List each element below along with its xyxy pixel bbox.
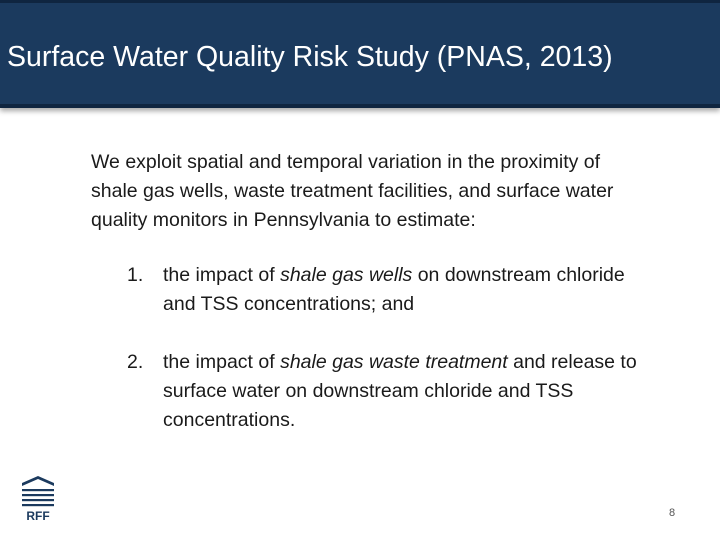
list-item-text: the impact of: [163, 351, 281, 373]
list-item-number: 1.: [127, 264, 144, 286]
numbered-list: [91, 261, 651, 435]
slide-body: [91, 148, 651, 464]
list-item: [91, 348, 651, 435]
intro-paragraph: We exploit spatial and temporal variation in the proximity of shale gas wells, waste treatment facilities, and surface water quality monitors in Pennsylvania to estimate:: [91, 151, 614, 231]
list-item-text: on downstream chloride and TSS concentrations; and: [163, 264, 625, 315]
rff-logo-icon: [20, 474, 56, 522]
slide-title: Surface Water Quality Risk Study (PNAS, 2013): [7, 41, 613, 73]
title-bar: [0, 0, 720, 108]
list-item-text: the impact of: [163, 264, 281, 286]
page-number: 8: [669, 507, 676, 519]
list-item-emphasis: shale gas wells: [280, 264, 413, 286]
list-item-emphasis: shale gas waste treatment: [280, 351, 508, 373]
list-item: [91, 261, 651, 319]
list-item-number: 2.: [127, 351, 144, 373]
list-item-text: and release to surface water on downstream chloride and TSS concentrations.: [163, 351, 637, 431]
logo-text: RFF: [26, 509, 50, 522]
